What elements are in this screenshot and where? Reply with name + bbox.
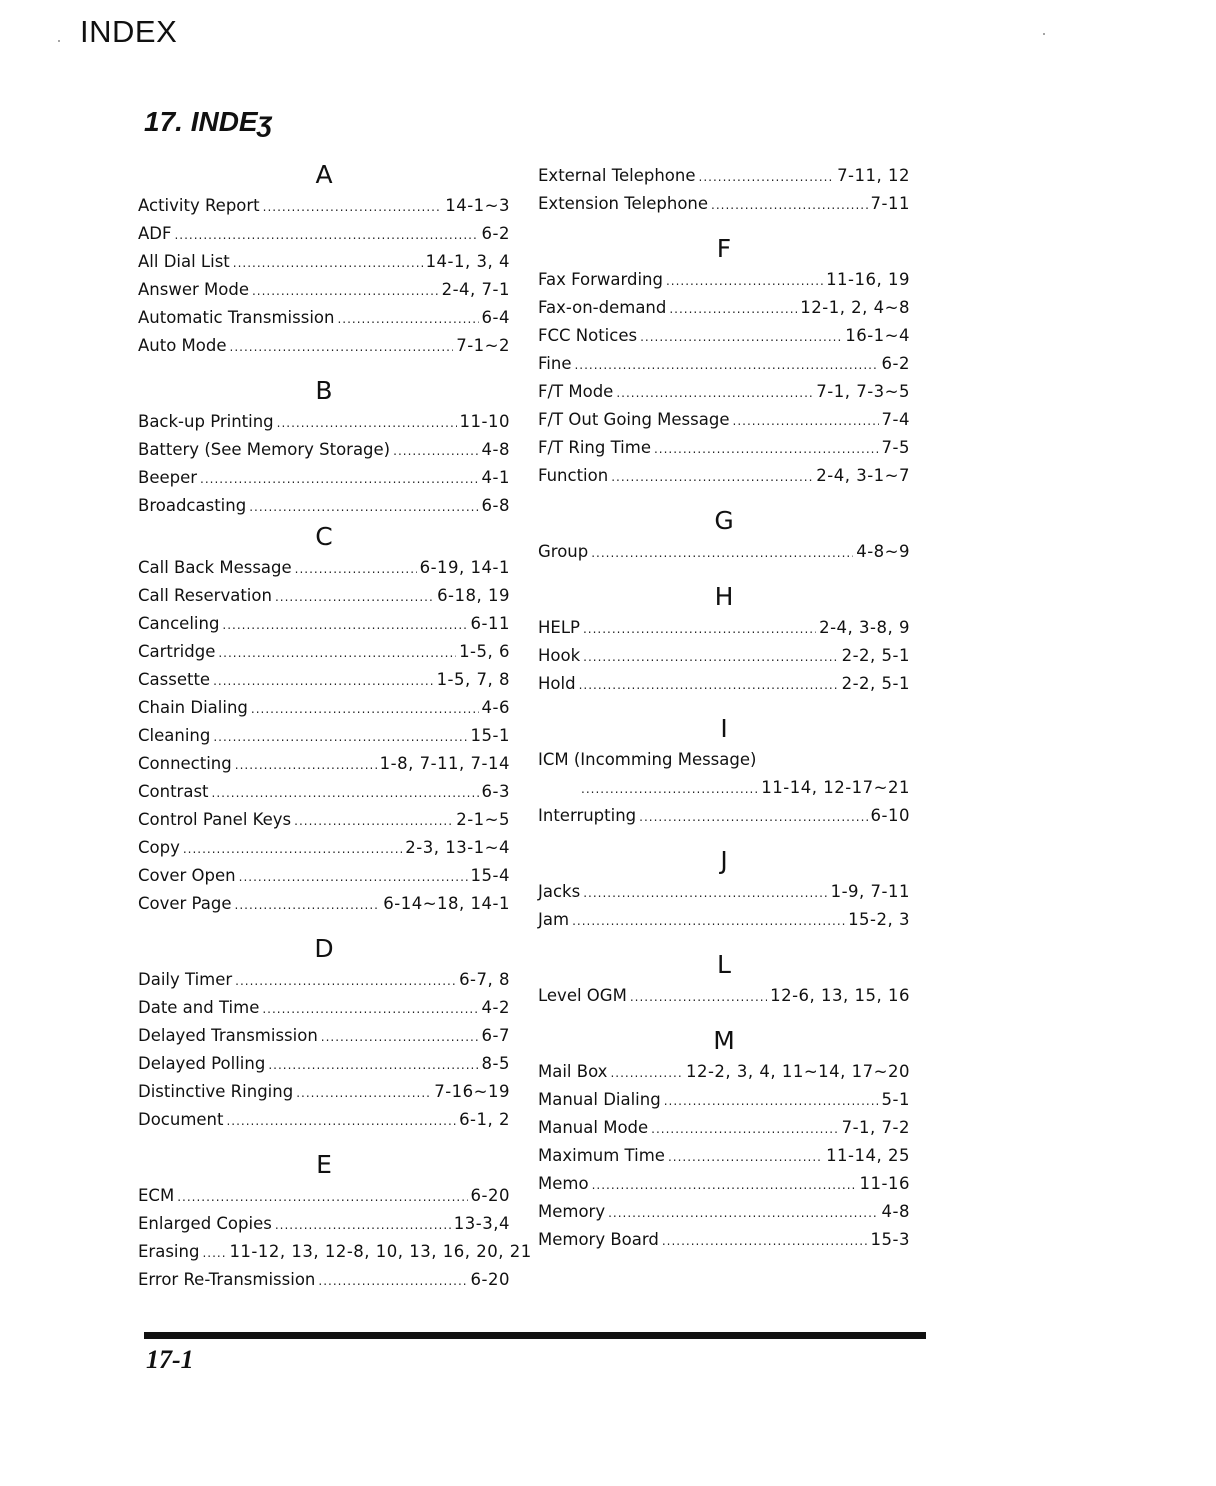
index-entry [138, 890, 510, 918]
index-entry [138, 1022, 510, 1050]
index-entry [538, 1198, 910, 1226]
index-entry [538, 266, 910, 294]
entry-pages: 1-8, 7-11, 7-14 [379, 754, 510, 773]
entry-term: Cassette [138, 670, 211, 689]
entry-pages: 7-4 [881, 410, 910, 429]
entry-pages: 6-18, 19 [437, 586, 510, 605]
index-column-left [138, 158, 532, 1294]
index-entry [138, 610, 510, 638]
index-entry [138, 464, 510, 492]
entry-pages: 14-1~3 [445, 196, 510, 215]
entry-pages: 2-1~5 [456, 810, 510, 829]
entry-pages: 4-8 [881, 1202, 910, 1221]
entry-term: Jam [538, 910, 570, 929]
entry-pages: 13-3,4 [453, 1214, 510, 1233]
index-entry [138, 192, 510, 220]
entry-term: Activity Report [138, 196, 260, 215]
entry-term: Fax Forwarding [538, 270, 663, 289]
index-entry [138, 1182, 510, 1210]
index-entry [138, 332, 510, 360]
index-entry [538, 802, 910, 830]
index-entry [138, 304, 510, 332]
entry-pages: 6-14~18, 14-1 [383, 894, 510, 913]
entry-pages: 2-4, 3-1~7 [816, 466, 910, 485]
entry-term: Daily Timer [138, 970, 233, 989]
section-letter-d: D [314, 934, 334, 963]
entry-pages: 7-11 [870, 194, 910, 213]
entry-term: Extension Telephone [538, 194, 709, 213]
entry-term: Mail Box [538, 1062, 608, 1081]
entry-term: Erasing [138, 1242, 200, 1261]
entry-pages: 4-1 [481, 468, 510, 487]
entry-pages: 15-2, 3 [848, 910, 910, 929]
entry-pages: 16-1~4 [845, 326, 910, 345]
index-entry [138, 722, 510, 750]
index-entry [538, 642, 910, 670]
entry-pages: 6-7, 8 [459, 970, 510, 989]
entry-pages: 15-3 [870, 1230, 910, 1249]
index-entry [138, 436, 510, 464]
index-entry [538, 190, 910, 218]
index-entry [138, 1078, 510, 1106]
entry-term: Cleaning [138, 726, 211, 745]
entry-term: ADF [138, 224, 172, 243]
entry-term: Cover Page [138, 894, 232, 913]
entry-term: Hold [538, 674, 576, 693]
entry-pages: 6-1, 2 [459, 1110, 510, 1129]
index-entry [538, 1226, 910, 1254]
entry-term: Copy [138, 838, 180, 857]
index-entry [138, 778, 510, 806]
index-entry [538, 1058, 910, 1086]
entry-term: Enlarged Copies [138, 1214, 272, 1233]
entry-term: External Telephone [538, 166, 696, 185]
entry-term: Group [538, 542, 589, 561]
index-entry [138, 1238, 532, 1266]
entry-term: Answer Mode [138, 280, 249, 299]
index-entry [538, 670, 910, 698]
index-entry [538, 1170, 910, 1198]
index-entry [138, 492, 510, 520]
entry-term: Auto Mode [138, 336, 227, 355]
entry-pages: 12-6, 13, 15, 16 [770, 986, 910, 1005]
index-entry [538, 982, 910, 1010]
index-entry [138, 1050, 510, 1078]
chapter-title: 17. INDEʒ [144, 106, 273, 137]
index-entry [138, 408, 510, 436]
index-entry [138, 666, 510, 694]
entry-pages: 7-16~19 [434, 1082, 510, 1101]
entry-term: Call Reservation [138, 586, 272, 605]
section-letter-a: A [315, 160, 333, 189]
index-entry [538, 322, 910, 350]
index-entry [138, 966, 510, 994]
entry-pages: 6-11 [470, 614, 510, 633]
entry-pages: 6-10 [870, 806, 910, 825]
entry-term: Interrupting [538, 806, 637, 825]
entry-pages: 11-14, 25 [826, 1146, 910, 1165]
index-entry [138, 694, 510, 722]
entry-term: Control Panel Keys [138, 810, 292, 829]
index-entry-continuation [538, 774, 910, 802]
entry-term: Manual Mode [538, 1118, 649, 1137]
index-column-right [538, 158, 910, 1254]
entry-pages: 1-9, 7-11 [830, 882, 910, 901]
entry-term: Fax-on-demand [538, 298, 667, 317]
entry-term: F/T Mode [538, 382, 614, 401]
section-letter-i: I [720, 714, 728, 743]
running-head: INDEX [80, 14, 178, 49]
entry-pages: 2-3, 13-1~4 [405, 838, 510, 857]
index-entry [538, 350, 910, 378]
index-entry [538, 614, 910, 642]
entry-pages: 2-4, 3-8, 9 [819, 618, 910, 637]
index-entry [138, 750, 510, 778]
index-entry [538, 434, 910, 462]
entry-term: Manual Dialing [538, 1090, 661, 1109]
entry-term: Jacks [538, 882, 581, 901]
entry-pages: 6-20 [470, 1270, 510, 1289]
entry-pages: 5-1 [881, 1090, 910, 1109]
index-entry [538, 1114, 910, 1142]
entry-term: Delayed Transmission [138, 1026, 318, 1045]
index-entry [538, 878, 910, 906]
entry-pages: 6-20 [470, 1186, 510, 1205]
index-entry [138, 248, 510, 276]
index-entry [138, 806, 510, 834]
entry-pages: 12-1, 2, 4~8 [800, 298, 910, 317]
entry-pages: 4-6 [481, 698, 510, 717]
entry-term: F/T Out Going Message [538, 410, 730, 429]
entry-pages: 4-8~9 [856, 542, 910, 561]
scan-speck [1043, 33, 1045, 35]
entry-pages: 7-1, 7-2 [841, 1118, 910, 1137]
index-entry [138, 1106, 510, 1134]
entry-term: Maximum Time [538, 1146, 665, 1165]
entry-term: Automatic Transmission [138, 308, 335, 327]
section-letter-f: F [716, 234, 732, 263]
entry-pages: 6-19, 14-1 [419, 558, 510, 577]
entry-term: Document [138, 1110, 224, 1129]
index-entry [138, 276, 510, 304]
entry-term: Broadcasting [138, 496, 247, 515]
entry-term: ICM (Incomming Message) [538, 750, 757, 769]
index-entry [538, 1142, 910, 1170]
entry-pages: 14-1, 3, 4 [425, 252, 510, 271]
entry-pages: 7-1~2 [456, 336, 510, 355]
entry-term: Fine [538, 354, 572, 373]
section-letter-m: M [713, 1026, 735, 1055]
index-entry [138, 834, 510, 862]
entry-pages: 11-10 [459, 412, 510, 431]
entry-term: HELP [538, 618, 580, 637]
entry-pages: 11-12, 13, 12-8, 10, 13, 16, 20, 21 [229, 1242, 532, 1261]
section-letter-c: C [315, 522, 333, 551]
index-entry [138, 994, 510, 1022]
index-entry [138, 554, 510, 582]
entry-term: Connecting [138, 754, 232, 773]
index-entry [538, 162, 910, 190]
entry-term: Canceling [138, 614, 220, 633]
entry-pages: 7-5 [881, 438, 910, 457]
index-entry [138, 1266, 510, 1294]
section-letter-j: J [720, 846, 728, 875]
entry-term: Distinctive Ringing [138, 1082, 294, 1101]
index-entry [138, 220, 510, 248]
entry-term: F/T Ring Time [538, 438, 651, 457]
entry-term: Beeper [138, 468, 198, 487]
entry-pages: 15-1 [470, 726, 510, 745]
index-entry [538, 378, 910, 406]
section-letter-g: G [714, 506, 734, 535]
entry-term: Delayed Polling [138, 1054, 266, 1073]
index-entry [538, 538, 910, 566]
index-entry [138, 582, 510, 610]
entry-pages: 2-2, 5-1 [841, 646, 910, 665]
index-entry [538, 1086, 910, 1114]
footer-rule [144, 1332, 926, 1339]
entry-pages: 7-1, 7-3~5 [816, 382, 910, 401]
entry-term: FCC Notices [538, 326, 638, 345]
scan-speck [58, 40, 60, 42]
entry-pages: 6-4 [481, 308, 510, 327]
index-entry [538, 746, 910, 774]
index-entry [538, 294, 910, 322]
entry-pages: 6-8 [481, 496, 510, 515]
entry-term: Memory [538, 1202, 606, 1221]
section-letter-e: E [316, 1150, 332, 1179]
entry-term: Memory Board [538, 1230, 659, 1249]
entry-pages: 1-5, 6 [459, 642, 510, 661]
entry-term: Error Re-Transmission [138, 1270, 316, 1289]
entry-pages: 6-2 [881, 354, 910, 373]
section-letter-h: H [714, 582, 734, 611]
entry-pages: 8-5 [481, 1054, 510, 1073]
entry-pages: 2-4, 7-1 [441, 280, 510, 299]
index-entry [138, 638, 510, 666]
entry-pages: 11-14, 12-17~21 [761, 778, 910, 797]
section-letter-l: L [717, 950, 731, 979]
entry-term: Chain Dialing [138, 698, 248, 717]
entry-pages: 4-8 [481, 440, 510, 459]
entry-term: ECM [138, 1186, 175, 1205]
index-entry [138, 862, 510, 890]
index-entry [138, 1210, 510, 1238]
index-entry [538, 906, 910, 934]
entry-term: Hook [538, 646, 581, 665]
entry-pages: 12-2, 3, 4, 11~14, 17~20 [685, 1062, 910, 1081]
entry-pages: 6-2 [481, 224, 510, 243]
entry-term: Back-up Printing [138, 412, 274, 431]
entry-pages: 15-4 [470, 866, 510, 885]
entry-term: Battery (See Memory Storage) [138, 440, 391, 459]
entry-term: Date and Time [138, 998, 260, 1017]
entry-term: Function [538, 466, 609, 485]
entry-pages: 6-7 [481, 1026, 510, 1045]
entry-term: All Dial List [138, 252, 230, 271]
entry-term: Cover Open [138, 866, 236, 885]
entry-pages: 4-2 [481, 998, 510, 1017]
entry-term: Level OGM [538, 986, 627, 1005]
entry-term: Call Back Message [138, 558, 292, 577]
entry-pages: 2-2, 5-1 [841, 674, 910, 693]
entry-term: Memo [538, 1174, 589, 1193]
entry-pages: 6-3 [481, 782, 510, 801]
entry-pages: 11-16 [859, 1174, 910, 1193]
entry-pages: 7-11, 12 [837, 166, 910, 185]
entry-term: Contrast [138, 782, 209, 801]
section-letter-b: B [315, 376, 333, 405]
entry-pages: 1-5, 7, 8 [436, 670, 510, 689]
entry-term: Cartridge [138, 642, 216, 661]
index-entry [538, 462, 910, 490]
index-entry [538, 406, 910, 434]
page-number: 17-1 [146, 1345, 194, 1374]
entry-pages: 11-16, 19 [826, 270, 910, 289]
